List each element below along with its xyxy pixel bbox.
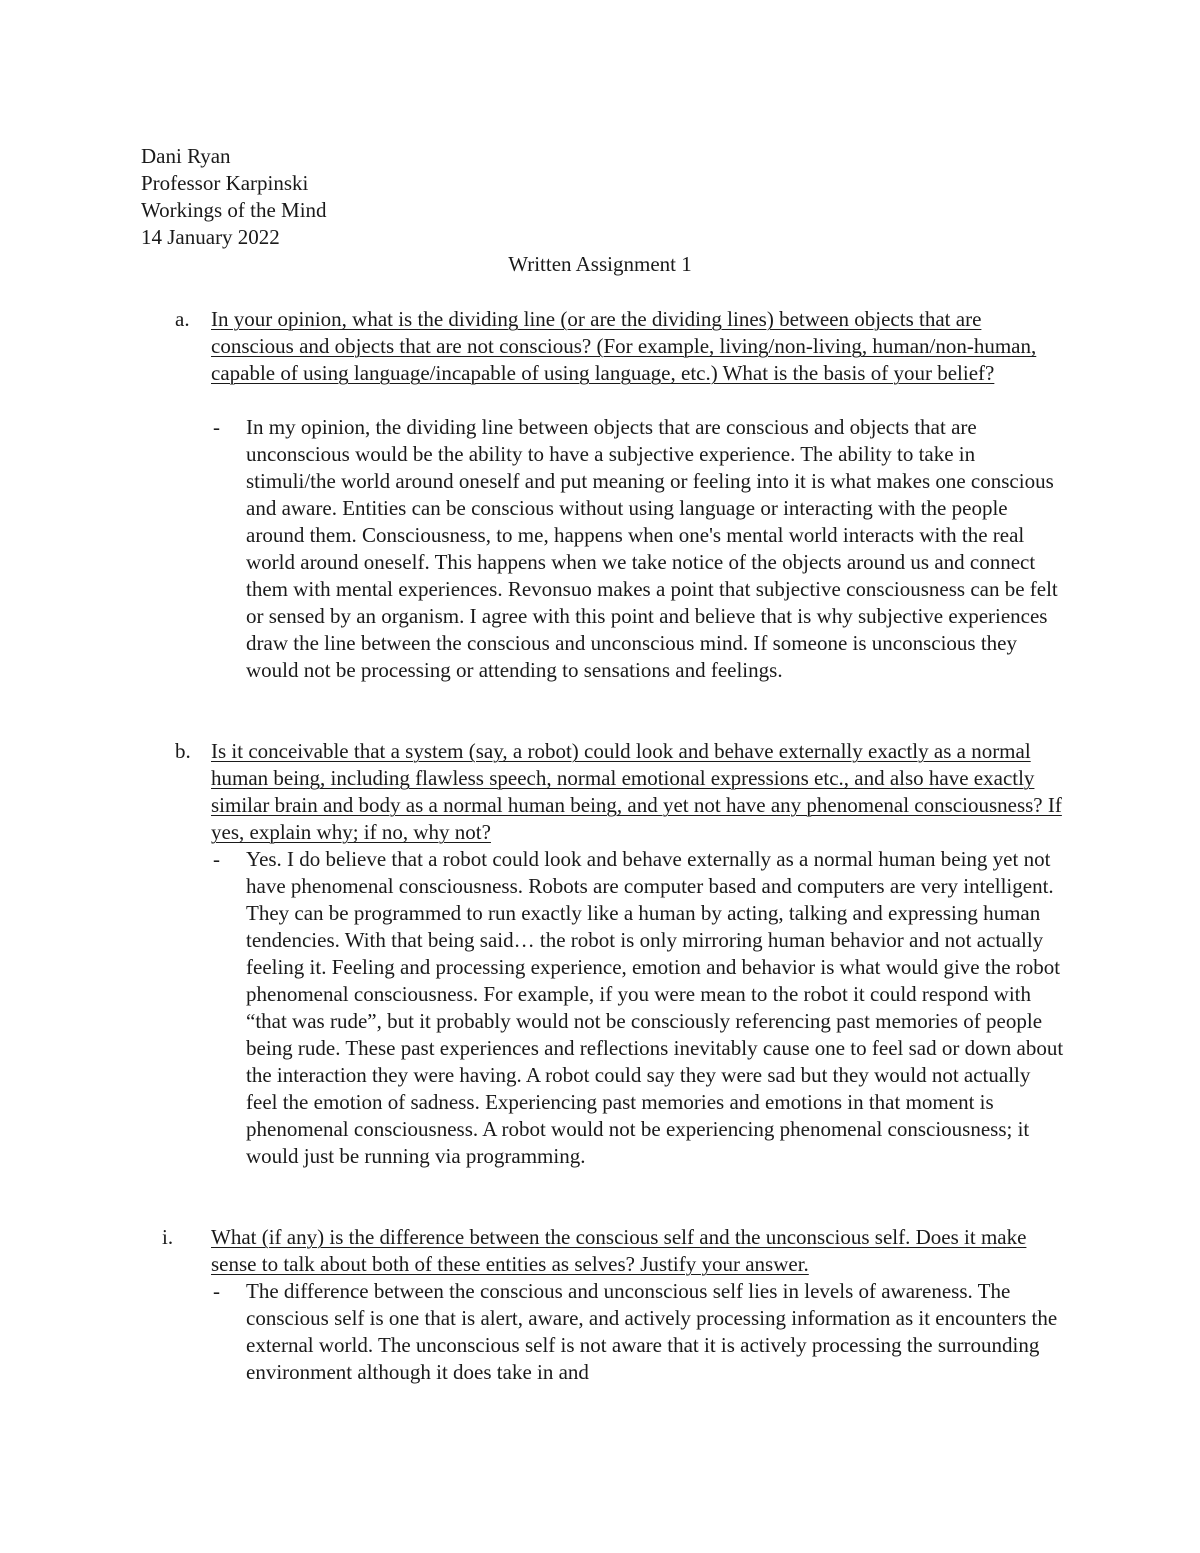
question-i-text: What (if any) is the difference between the conscious self and the unconscious self. Does it make sense to talk about both of these entities as selves? Justify your answer. (211, 1225, 1027, 1276)
question-b-text: Is it conceivable that a system (say, a robot) could look and behave externally exactly as a normal human being, including flawless speech, normal emotional expressions etc., and also have exactly similar brain and body as a normal human being, and yet not have any phenomenal consciousness? If yes, explain why; if no, why not? (211, 739, 1062, 844)
course-name: Workings of the Mind (141, 198, 327, 222)
professor-name: Professor Karpinski (141, 171, 309, 195)
answer-b-bullet: - (213, 847, 220, 871)
document-title: Written Assignment 1 (508, 252, 692, 276)
author-name: Dani Ryan (141, 144, 231, 168)
question-b-label: b. (175, 739, 191, 763)
answer-b-text: Yes. I do believe that a robot could look and behave externally as a normal human being yet not have phenomenal consciousness. Robots are computer based and computers are very intelligent. They can be programmed to run exactly like a human by acting, talking and expressing human tendencies. With that being said… the robot is only mirroring human behavior and not actually feeling it. Feeling and processing experience, emotion and behavior is what would give the robot phenomenal consciousness. For example, if you were mean to the robot it could respond with “that was rude”, but it probably would not be consciously referencing past memories of people being rude. These past experiences and reflections inevitably cause one to feel sad or down about the interaction they were having. A robot could say they were sad but they would not actually feel the emotion of sadness. Experiencing past memories and emotions in that moment is phenomenal consciousness. A robot would not be experiencing phenomenal consciousness; it would just be running via programming. (246, 847, 1064, 1168)
answer-a-text: In my opinion, the dividing line between objects that are conscious and objects that are unconscious would be the ability to have a subjective experience. The ability to take in stimuli/the world around oneself and put meaning or feeling into it is what makes one conscious and aware. Entities can be conscious without using language or interacting with the people around them. Consciousness, to me, happens when one's mental world interacts with the real world around oneself. This happens when we take notice of the objects around us and connect them with mental experiences. Revonsuo makes a point that subjective consciousness can be felt or sensed by an organism. I agree with this point and believe that is why subjective experiences draw the line between the conscious and unconscious mind. If someone is unconscious they would not be processing or attending to sensations and feelings. (246, 415, 1058, 682)
question-a-text: In your opinion, what is the dividing line (or are the dividing lines) between objects that are conscious and objects that are not conscious? (For example, living/non-living, human/non-human, capable of using language/incapable of using language, etc.) What is the basis of your belief? (211, 307, 1037, 385)
question-a-label: a. (175, 307, 190, 331)
answer-i-text: The difference between the conscious and unconscious self lies in levels of awareness. The conscious self is one that is alert, aware, and actively processing information as it encounters the external world. The unconscious self is not aware that it is actively processing the surrounding environment although it does take in and (246, 1279, 1058, 1384)
document-date: 14 January 2022 (141, 225, 280, 249)
document-header (141, 143, 327, 251)
answer-a-bullet: - (213, 415, 220, 439)
answer-i-bullet: - (213, 1279, 220, 1303)
question-i-label: i. (162, 1225, 174, 1249)
